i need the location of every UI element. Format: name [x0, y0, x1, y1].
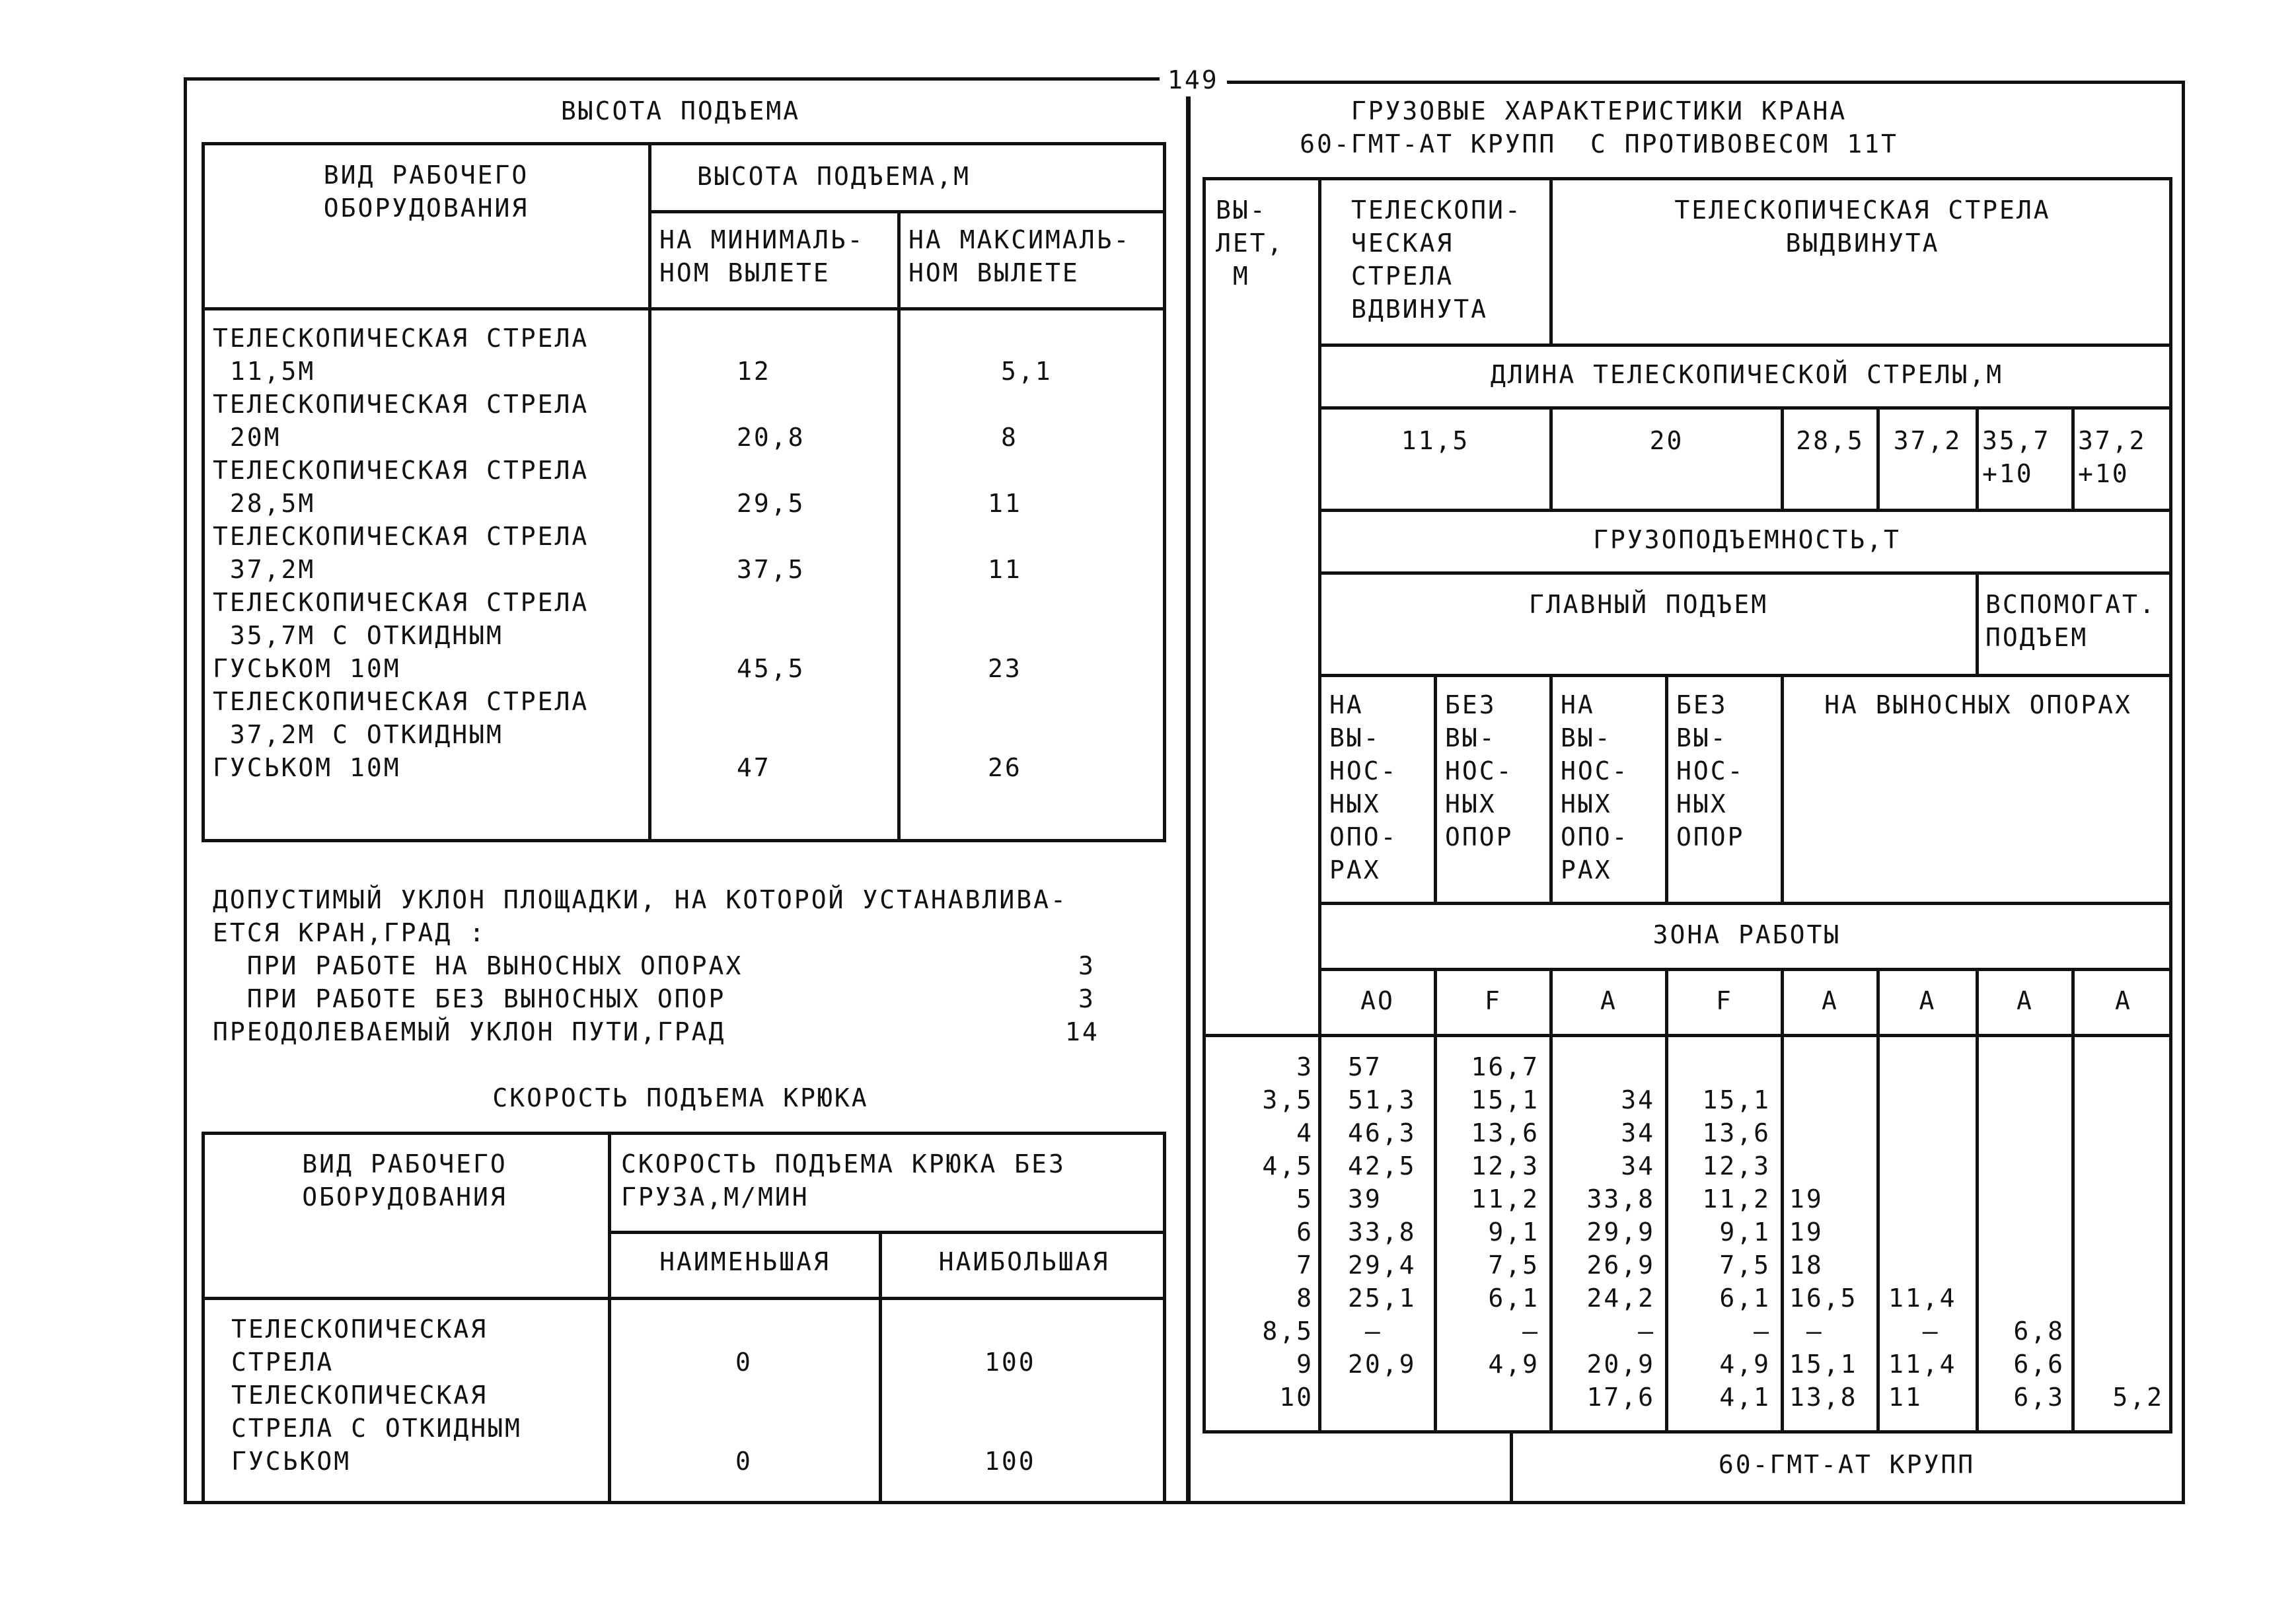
slope-row-1-value: 3: [1078, 951, 1095, 980]
hs-row-1-min: 0: [735, 1348, 753, 1377]
lh-row-6-equipment: ТЕЛЕСКОПИЧЕСКАЯ СТРЕЛА 37,2М С ОТКИДНЫМ ГУСЬКОМ 10М: [213, 687, 589, 782]
lc-zone-5: А: [1822, 986, 1839, 1015]
lc-col-7: 6,8 6,6 6,3: [2013, 1317, 2065, 1412]
lc-col-4: 15,1 13,6 12,3 11,2 9,1 7,5 6,1 – 4,9 4,1: [1702, 1085, 1771, 1412]
lc-zone-6: А: [1919, 986, 1937, 1015]
lc-col-3: 34 34 34 33,8 29,9 26,9 24,2 – 20,9 17,6: [1586, 1085, 1655, 1412]
lh-row-3-max: 11: [988, 489, 1022, 518]
lc-support-1: НА ВЫ- НОС- НЫХ ОПО- РАХ: [1329, 690, 1398, 885]
slope-row-3-label: ПРЕОДОЛЕВАЕМЫЙ УКЛОН ПУТИ,ГРАД: [213, 1017, 726, 1046]
lc-len-3: 28,5: [1796, 426, 1865, 455]
lh-col-height: ВЫСОТА ПОДЪЕМА,М: [697, 162, 971, 191]
lh-row-1-equipment: ТЕЛЕСКОПИЧЕСКАЯ СТРЕЛА 11,5М: [213, 324, 589, 386]
load-chart-title: ГРУЗОВЫЕ ХАРАКТЕРИСТИКИ КРАНА 60-ГМТ-АТ КРУПП С ПРОТИВОВЕСОМ 11Т: [1300, 96, 1898, 159]
lift-height-title: ВЫСОТА ПОДЪЕМА: [560, 96, 801, 126]
lh-row-3-equipment: ТЕЛЕСКОПИЧЕСКАЯ СТРЕЛА 28,5М: [213, 456, 589, 518]
lc-h-extended: ТЕЛЕСКОПИЧЕСКАЯ СТРЕЛА ВЫДВИНУТА: [1674, 196, 2051, 258]
lc-zone-3: А: [1600, 986, 1617, 1015]
footer-model: 60-ГМТ-АТ КРУПП: [1718, 1450, 1976, 1479]
lc-len-5: 35,7 +10: [1982, 426, 2051, 488]
lc-support-5: НА ВЫНОСНЫХ ОПОРАХ: [1824, 690, 2132, 719]
lh-row-5-min: 45,5: [737, 654, 805, 683]
lc-h-retracted: ТЕЛЕСКОПИ- ЧЕСКАЯ СТРЕЛА ВДВИНУТА: [1351, 196, 1522, 324]
lh-row-4-equipment: ТЕЛЕСКОПИЧЕСКАЯ СТРЕЛА 37,2М: [213, 522, 589, 584]
lh-col-min: НА МИНИМАЛЬ- НОМ ВЫЛЕТЕ: [659, 225, 865, 287]
hs-row-2-min: 0: [735, 1447, 753, 1476]
lc-len-2: 20: [1649, 426, 1684, 455]
lc-h-capacity: ГРУЗОПОДЪЕМНОСТЬ,Т: [1593, 525, 1901, 554]
lc-len-4: 37,2: [1893, 426, 1962, 455]
lh-row-6-min: 47: [737, 753, 771, 782]
lh-row-4-min: 37,5: [737, 555, 805, 584]
hs-row-2-max: 100: [984, 1447, 1036, 1476]
lc-h-radius: ВЫ- ЛЕТ, М: [1216, 196, 1284, 291]
lc-zone-2: F: [1485, 986, 1502, 1015]
lh-row-5-max: 23: [988, 654, 1022, 683]
lc-zone-7: А: [2017, 986, 2034, 1015]
lc-zone-8: А: [2115, 986, 2132, 1015]
lc-len-1: 11,5: [1401, 426, 1470, 455]
hs-col-min: НАИМЕНЬШАЯ: [659, 1247, 831, 1276]
hs-col-max: НАИБОЛЬШАЯ: [938, 1247, 1110, 1276]
hs-row-1-equipment: ТЕЛЕСКОПИЧЕСКАЯ СТРЕЛА: [231, 1315, 488, 1377]
lh-row-2-equipment: ТЕЛЕСКОПИЧЕСКАЯ СТРЕЛА 20М: [213, 390, 589, 452]
lc-support-2: БЕЗ ВЫ- НОС- НЫХ ОПОР: [1445, 690, 1514, 852]
slope-row-2-label: ПРИ РАБОТЕ БЕЗ ВЫНОСНЫХ ОПОР: [213, 984, 726, 1013]
hs-row-2-equipment: ТЕЛЕСКОПИЧЕСКАЯ СТРЕЛА С ОТКИДНЫМ ГУСЬКОМ: [231, 1381, 522, 1476]
lc-col-6: 11,4 – 11,4 11: [1888, 1284, 1957, 1412]
slope-row-3-value: 14: [1065, 1017, 1099, 1046]
lh-row-1-max: 5,1: [1001, 357, 1053, 386]
hs-col-speed: СКОРОСТЬ ПОДЪЕМА КРЮКА БЕЗ ГРУЗА,М/МИН: [621, 1149, 1066, 1212]
slope-row-2-value: 3: [1078, 984, 1095, 1013]
hs-row-1-max: 100: [984, 1348, 1036, 1377]
slope-row-1-label: ПРИ РАБОТЕ НА ВЫНОСНЫХ ОПОРАХ: [213, 951, 743, 980]
lc-col-2: 16,7 15,1 13,6 12,3 11,2 9,1 7,5 6,1 – 4,9: [1471, 1052, 1539, 1379]
lh-col-max: НА МАКСИМАЛЬ- НОМ ВЫЛЕТЕ: [908, 225, 1131, 287]
lh-row-3-min: 29,5: [737, 489, 805, 518]
page-number: 149: [1160, 63, 1227, 96]
lc-h-length: ДЛИНА ТЕЛЕСКОПИЧЕСКОЙ СТРЕЛЫ,М: [1490, 360, 2004, 389]
lc-support-3: НА ВЫ- НОС- НЫХ ОПО- РАХ: [1561, 690, 1629, 885]
lc-col-8: 5,2: [2112, 1383, 2164, 1412]
lc-col-1: 57 51,3 46,3 42,5 39 33,8 29,4 25,1 – 20,9: [1348, 1052, 1417, 1379]
lh-row-1-min: 12: [737, 357, 771, 386]
slope-heading: ДОПУСТИМЫЙ УКЛОН ПЛОЩАДКИ, НА КОТОРОЙ УСТАНАВЛИВА- ЕТСЯ КРАН,ГРАД :: [213, 885, 1068, 947]
lh-row-2-min: 20,8: [737, 423, 805, 452]
lc-zone-1: АО: [1360, 986, 1395, 1015]
lh-row-2-max: 8: [1001, 423, 1018, 452]
lc-col-radius: 3 3,5 4 4,5 5 6 7 8 8,5 9 10: [1262, 1052, 1314, 1412]
lc-col-5: 19 19 18 16,5 – 15,1 13,8: [1789, 1184, 1858, 1412]
hook-speed-title: СКОРОСТЬ ПОДЪЕМА КРЮКА: [492, 1083, 869, 1112]
lc-zone-4: F: [1716, 986, 1733, 1015]
lc-h-aux: ВСПОМОГАТ. ПОДЪЕМ: [1985, 590, 2157, 652]
lh-row-6-max: 26: [988, 753, 1022, 782]
lc-len-6: 37,2 +10: [2078, 426, 2147, 488]
lc-support-4: БЕЗ ВЫ- НОС- НЫХ ОПОР: [1676, 690, 1745, 852]
lc-h-zone: ЗОНА РАБОТЫ: [1652, 920, 1841, 949]
lh-row-5-equipment: ТЕЛЕСКОПИЧЕСКАЯ СТРЕЛА 35,7М С ОТКИДНЫМ ГУСЬКОМ 10М: [213, 588, 589, 683]
hs-col-equipment: ВИД РАБОЧЕГО ОБОРУДОВАНИЯ: [302, 1149, 507, 1212]
lh-col-equipment: ВИД РАБОЧЕГО ОБОРУДОВАНИЯ: [323, 161, 529, 223]
lh-row-4-max: 11: [988, 555, 1022, 584]
lc-h-main: ГЛАВНЫЙ ПОДЪЕМ: [1528, 590, 1769, 619]
